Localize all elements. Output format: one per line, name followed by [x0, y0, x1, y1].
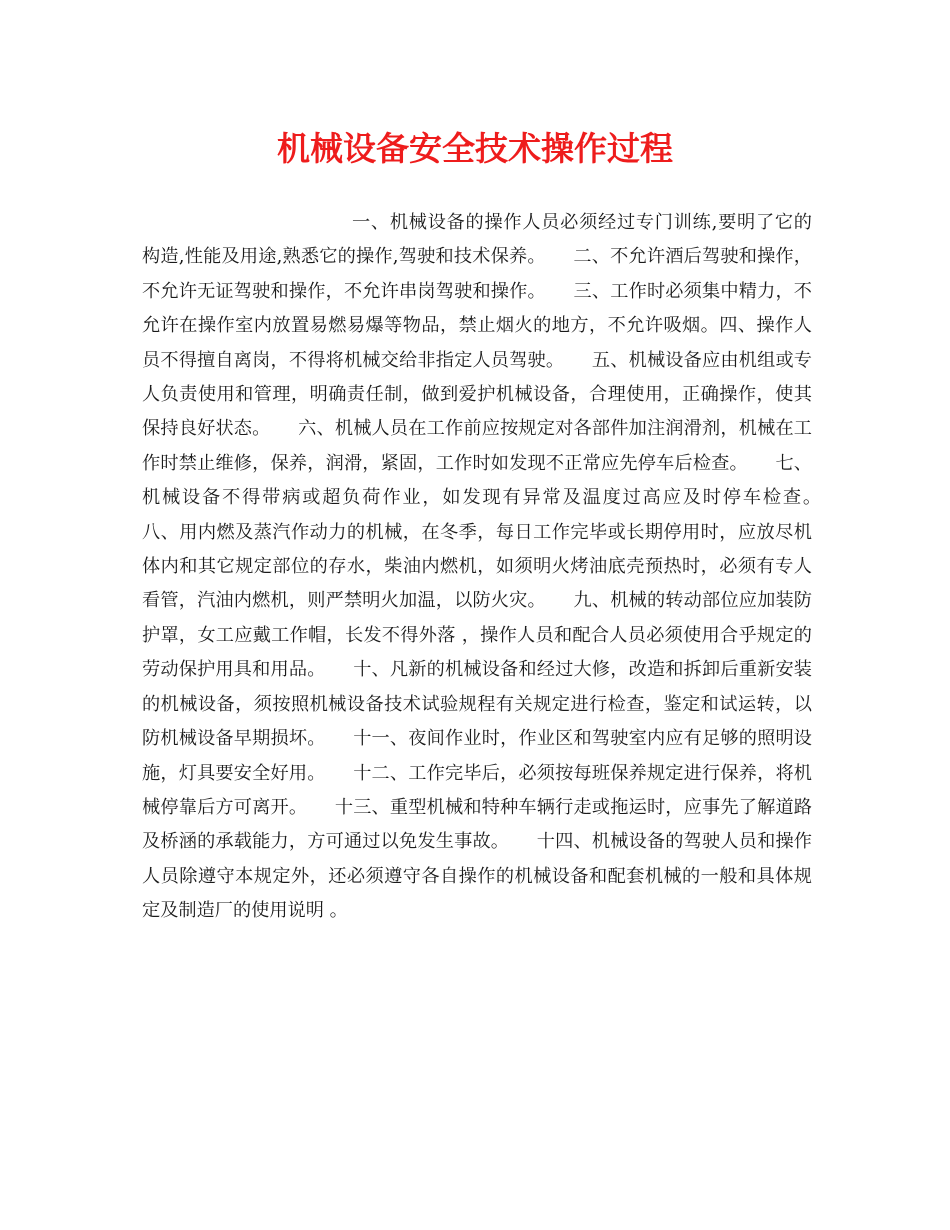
document-body: 一、机械设备的操作人员必须经过专门训练,要明了它的构造,性能及用途,熟悉它的操作,驾驶和技术保养。 二、不允许酒后驾驶和操作，不允许无证驾驶和操作，不允许串岗驾驶和操作。 三、工作时必须集中精力，不允许在操作室内放置易燃易爆等物品，禁止烟火的地方，不允许吸烟。四、操作人员不得擅自离岗，不得将机械交给非指定人员驾驶。 五、机械设备应由机组或专人负责使用和管理，明确责任制，做到爱护机械设备，合理使用，正确操作，使其保持良好状态。 六、机械人员在工作前应按规定对各部件加注润滑剂，机械在工作时禁止维修，保养，润滑，紧固，工作时如发现不正常应先停车后检查。 七、机械设备不得带病或超负荷作业，如发现有异常及温度过高应及时停车检查。 八、用内燃及蒸汽作动力的机械，在冬季，每日工作完毕或长期停用时，应放尽机体内和其它规定部位的存水，柴油内燃机，如须明火烤油底壳预热时，必须有专人看管，汽油内燃机，则严禁明火加温，以防火灾。 九、机械的转动部位应加装防护罩，女工应戴工作帽，长发不得外落 ，操作人员和配合人员必须使用合乎规定的劳动保护用具和用品。 十、凡新的机械设备和经过大修，改造和拆卸后重新安装的机械设备，须按照机械设备技术试验规程有关规定进行检查，鉴定和试运转，以防机械设备早期损坏。 十一、夜间作业时，作业区和驾驶室内应有足够的照明设施，灯具要安全好用。 十二、工作完毕后，必须按每班保养规定进行保养，将机械停靠后方可离开。 十三、重型机械和特种车辆行走或拖运时，应事先了解道路及桥涵的承载能力，方可通过以免发生事故。 十四、机械设备的驾驶人员和操作人员除遵守本规定外，还必须遵守各自操作的机械设备和配套机械的一般和具体规定及制造厂的使用说明 。 [142, 212, 849, 922]
document-title: 机械设备安全技术操作过程 [277, 129, 673, 168]
